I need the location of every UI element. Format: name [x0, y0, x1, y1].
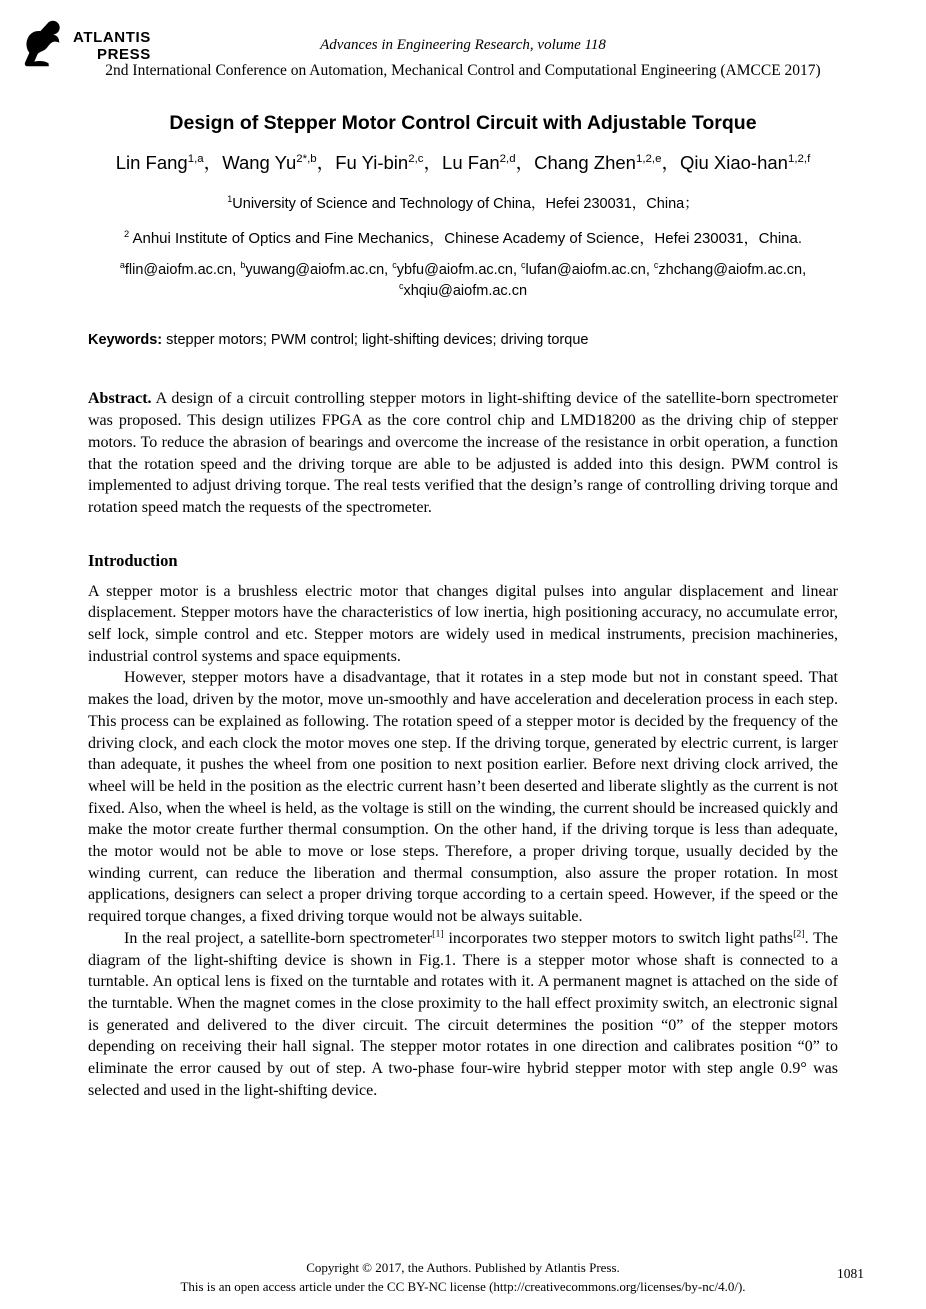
author: Lu Fan$^{2,d}$，	[442, 152, 535, 174]
author-affiliation-marks: 2*,b	[296, 153, 317, 166]
copyright-line: Copyright © 2017, the Authors. Published by Atlantis Press.	[306, 1260, 620, 1275]
intro-paragraph-1: A stepper motor is a brushless electric motor that changes digital pulses into angular displacement and linear displacement. Stepper motors have the characteristics of low inertia, high positioning accuracy, no accumulate error, self lock, simple control and etc. Stepper motors are widely used in medical instruments, precision machineries, industrial control systems and space equipments.	[88, 582, 838, 665]
affiliation-mark: 1	[227, 194, 233, 205]
affiliation-1: $^1$University of Science and Technology of China，Hefei 230031，China；	[227, 194, 699, 213]
author-emails	[88, 260, 838, 302]
author: Wang $Yu^{2*,b}$，	[222, 152, 336, 174]
abstract-text: A design of a circuit controlling stepper motors in light-shifting device of the satellite-born spectrometer was proposed. This design utilizes FPGA as the core control chip and LMD18200 as the driving chip of stepper motors. To reduce the abrasion of bearings and overcome the increase of the resistance in orbit operation, a function that the rotation speed and the driving torque are able to be adjusted is added into this design. PWM control is implemented to adjust driving torque. The real tests verified that the design’s range of controlling driving torque and rotation speed match the requests of the spectrometer.	[88, 390, 838, 516]
email: $^c$ybfu@aiofm.ac.cn,	[392, 260, 522, 279]
abstract-label: Abstract.	[88, 390, 152, 408]
author-affiliation-marks: 2,d	[499, 153, 516, 166]
abstract	[88, 388, 838, 518]
keywords-label: Keywords:	[88, 332, 163, 349]
email: $^c$lufan@aiofm.ac.cn,	[521, 260, 654, 279]
email: $^b$yuwang@aiofm.ac.cn,	[240, 260, 393, 279]
page-number: 1081	[837, 1266, 864, 1281]
license-line: This is an open access article under the CC BY-NC license (http://creativecommons.org/licenses/by-nc/4.0/).	[180, 1279, 746, 1294]
citation-ref-2: [2]	[793, 928, 805, 940]
author-affiliation-marks: 1,2,f	[787, 153, 811, 166]
author-separator: ，	[423, 152, 443, 174]
email: $^a$flin@aiofm.ac.cn,	[119, 260, 241, 279]
author-affiliation-marks: 2,c	[408, 153, 424, 166]
author: Qiu Xiao-han$^{1,2,f}$	[679, 152, 811, 174]
journal-line: Advances in Engineering Research, volume 118	[320, 37, 606, 53]
author-separator: ，	[661, 152, 680, 174]
author-list	[88, 149, 838, 176]
intro-paragraph-2: However, stepper motors have a disadvantage, that it rotates in a step mode but not in constant speed. That makes the load, driven by the motor, move un-smoothly and have acceleration and deceleration process in each step. This process can be explained as following. The rotation speed of a stepper motor is decided by the frequency of the driving clock, and each clock the motor moves one step. If the driving torque, generated by electric current, is larger than adequate, it pushes the wheel from one position to next position earlier. Before next driving clock arrived, the wheel will be held in the position as the electric current hasn’t been deserted and liberate slightly as the current is not fixed. Also, when the wheel is held, as the voltage is still on the winding, the current should be increased quickly and make the motor create further thermal consumption. On the other hand, if the driving torque is less than adequate, the motor would not be able to move or lose steps. Therefore, a proper driving torque, usually decided by the winding current, can reduce the liberation and thermal consumption, also assure the proper rotation. In most applications, designers can select a proper driving torque according to a certain speed. However, if the speed or the required torque changes, a fixed driving torque would not be always suitable.	[88, 669, 838, 926]
author-separator: ，	[515, 152, 535, 174]
citation-ref-1: [1]	[432, 928, 444, 940]
page-footer	[0, 1258, 926, 1296]
paper-title: Design of Stepper Motor Control Circuit with Adjustable Torque	[169, 112, 757, 134]
main-column	[88, 0, 838, 1101]
conference-line: 2nd International Conference on Automation, Mechanical Control and Computational Engineering (AMCCE 2017)	[105, 62, 821, 79]
author-affiliation-marks: 1,2,e	[635, 153, 662, 166]
publisher-name-line1: ATLANTIS	[73, 28, 151, 46]
author: Chang Zhen$^{1,2,e}$，	[534, 152, 680, 174]
intro-paragraph-3: In the real project, a satellite-born spectrometer[1] incorporates two stepper motors to switch light paths[2]. The diagram of the light-shifting device is shown in Fig.1. There is a stepper motor whose shaft is connected to a turntable. An optical lens is fixed on the turntable and rotates with it. A permanent magnet is attached on the side of the turntable. When the magnet comes in the close proximity to the hall effect proximity switch, an electronic signal is generated and delivered to the diver circuit. The circuit determines the position “0” of the stepper motors depending on receiving their hall signal. The stepper motor rotates in one direction and calibrates position “0” to eliminate the error caused by out of step. A two-phase four-wire hybrid stepper motor with step angle 0.9° was selected and used in the light-shifting device.	[88, 928, 838, 1099]
email: $^c$xhqiu@aiofm.ac.cn	[398, 281, 528, 300]
publisher-name-line2: PRESS	[97, 46, 151, 63]
keywords-line	[88, 332, 838, 348]
author-separator: ，	[203, 152, 223, 174]
keywords-text: stepper motors; PWM control; light-shifting devices; driving torque	[162, 332, 589, 349]
affiliation-mark: 2	[123, 229, 130, 240]
author: Fu Yi-bin$^{2,c}$，	[335, 152, 443, 174]
email: $^c$zhchang@aiofm.ac.cn,	[653, 260, 807, 279]
affiliation-2: $^2$ Anhui Institute of Optics and Fine Mechanics，Chinese Academy of Science，Hefei 230031，China.	[123, 229, 803, 248]
author: Lin Fang$^{1,a}$，	[115, 152, 223, 174]
section-heading-introduction: Introduction	[88, 550, 178, 570]
author-affiliation-marks: 1,a	[187, 153, 204, 166]
author-separator: ，	[316, 152, 336, 174]
